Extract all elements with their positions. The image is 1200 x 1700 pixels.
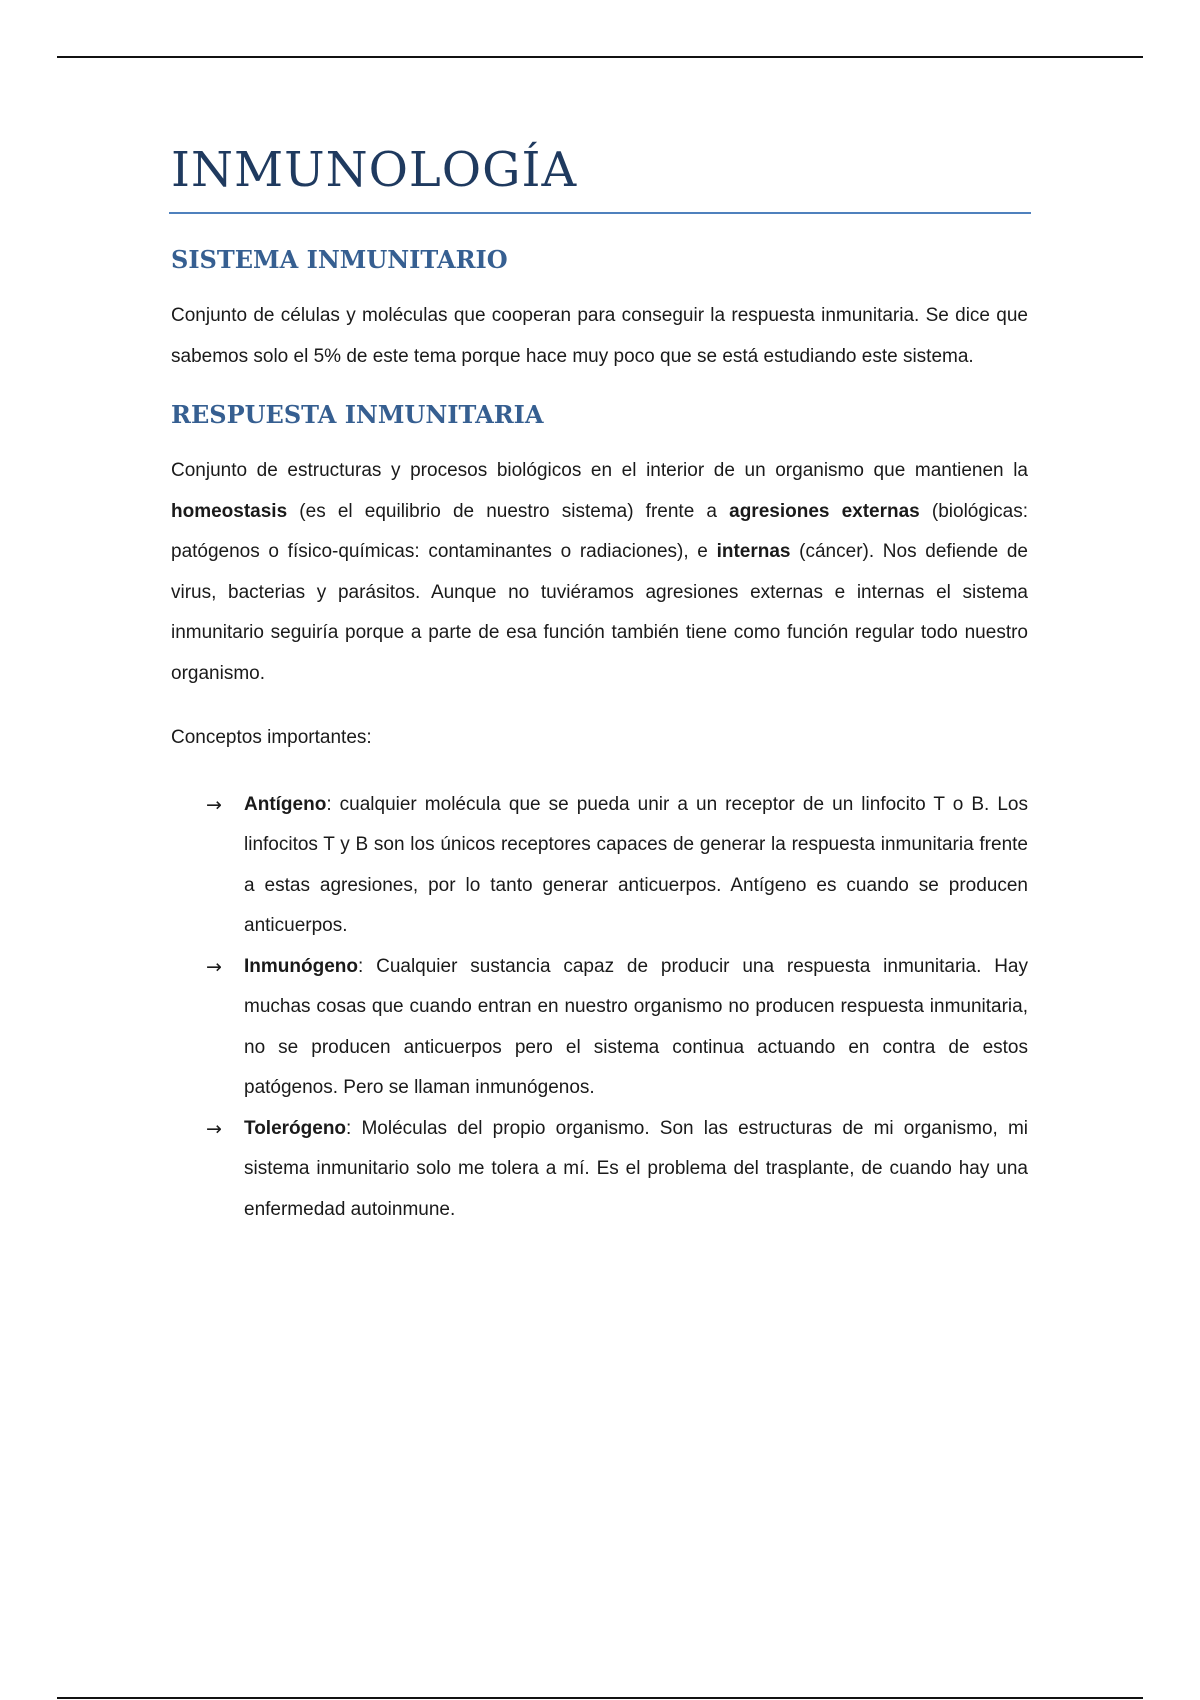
text-run: (cáncer). Nos defiende de virus, bacterias y parásitos. Aunque no tuviéramos agresiones externas e internas el sistema inmunitario seguiría porque a parte de esa función también tiene como función regular todo nuestro organismo.	[171, 541, 1028, 684]
text-run: (biológicas: patógenos o físico-químicas: contaminantes o radiaciones), e	[171, 500, 1029, 562]
concept-text: : Cualquier sustancia capaz de producir una respuesta inmunitaria. Hay muchas cosas que cuando entran en nuestro organismo no producen respuesta inmunitaria, no se producen anticuerpos pero el sistema continua actuando en contra de estos patógenos. Pero se llaman inmunógenos.	[244, 955, 1028, 1098]
concept-term: Tolerógeno	[244, 1117, 347, 1139]
concept-text: : Moléculas del propio organismo. Son las estructuras de mi organismo, mi sistema inmunitario solo me tolera a mí. Es el problema del trasplante, de cuando hay una enfermedad autoinmune.	[244, 1117, 1028, 1220]
page-title: INMUNOLOGÍA	[171, 142, 578, 198]
list-item-inmunogeno	[206, 947, 1028, 1109]
term-homeostasis: homeostasis	[171, 500, 288, 522]
concept-text: : cualquier molécula que se pueda unir a un receptor de un linfocito T o B. Los linfocitos T y B son los únicos receptores capaces de generar la respuesta inmunitaria frente a estas agresiones, por lo tanto generar anticuerpos. Antígeno es cuando se producen anticuerpos.	[244, 793, 1028, 936]
term-internas: internas	[716, 541, 791, 562]
concepts-list	[171, 785, 1028, 1231]
title-divider	[169, 212, 1031, 214]
paragraph-sistema: Conjunto de células y moléculas que cooperan para conseguir la respuesta inmunitaria. Se dice que sabemos solo el 5% de este tema porque hace muy poco que se está estudiando este sistema.	[171, 305, 1028, 367]
arrow-right-icon: →	[206, 793, 222, 816]
page-top-rule	[57, 56, 1143, 58]
section-heading-respuesta: RESPUESTA INMUNITARIA	[171, 400, 544, 429]
list-item-tolerogeno	[206, 1109, 1028, 1231]
page-bottom-rule	[57, 1697, 1143, 1699]
term-agresiones-externas: agresiones externas	[729, 500, 920, 522]
arrow-right-icon: →	[206, 1117, 222, 1140]
concept-term: Inmunógeno	[244, 955, 358, 977]
paragraph-respuesta	[171, 451, 1028, 694]
document-body	[171, 138, 1028, 1230]
section-heading-sistema: SISTEMA INMUNITARIO	[171, 245, 508, 274]
list-item-antigeno	[206, 785, 1028, 947]
arrow-right-icon: →	[206, 955, 222, 978]
concept-term: Antígeno	[244, 793, 327, 815]
text-run: (es el equilibrio de nuestro sistema) frente a	[287, 500, 730, 522]
text-run: Conjunto de estructuras y procesos biológicos en el interior de un organismo que mantienen la	[171, 460, 1028, 481]
concepts-intro: Conceptos importantes:	[171, 727, 372, 748]
